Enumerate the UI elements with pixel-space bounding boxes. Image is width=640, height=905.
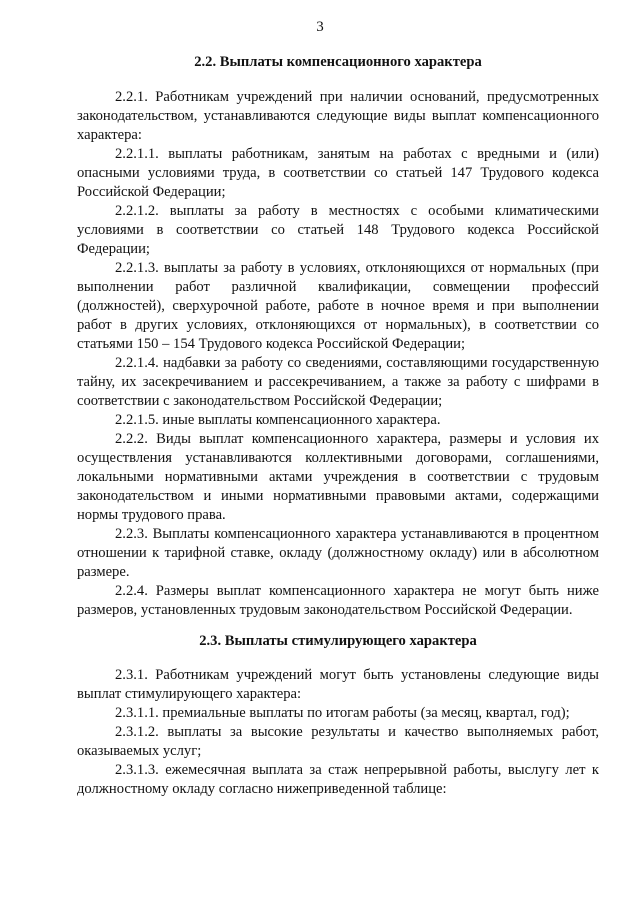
paragraph-2-3-1-2: 2.3.1.2. выплаты за высокие результаты и качество выполняемых работ, оказываемых услуг;: [77, 724, 599, 759]
paragraph-2-2-4: 2.2.4. Размеры выплат компенсационного характера не могут быть ниже размеров, установленных трудовым законодательством Российской Федерации.: [77, 583, 599, 618]
page-number: 3: [316, 19, 324, 35]
paragraph-2-2-1-2: 2.2.1.2. выплаты за работу в местностях с особыми климатическими условиями в соответствии со статьей 148 Трудового кодекса Российской Федерации;: [77, 203, 599, 257]
paragraph-2-3-1: 2.3.1. Работникам учреждений могут быть установлены следующие виды выплат стимулирующего характера:: [77, 667, 599, 702]
paragraph-2-2-1-4: 2.2.1.4. надбавки за работу со сведениями, составляющими государственную тайну, их засекречиванием и рассекречиванием, а также за работу с шифрами в соответствии с законодательством Российской Федерации;: [77, 355, 599, 409]
paragraph-2-3-1-1: 2.3.1.1. премиальные выплаты по итогам работы (за месяц, квартал, год);: [115, 705, 570, 721]
section-heading-incentive: 2.3. Выплаты стимулирующего характера: [199, 633, 477, 649]
paragraph-2-2-1: 2.2.1. Работникам учреждений при наличии оснований, предусмотренных законодательством, устанавливаются следующие виды выплат компенсационного характера:: [77, 89, 599, 143]
section-heading-compensation: 2.2. Выплаты компенсационного характера: [194, 54, 482, 70]
page-body: [77, 53, 599, 799]
paragraph-2-2-1-1: 2.2.1.1. выплаты работникам, занятым на работах с вредными и (или) опасными условиями труда, в соответствии со статьей 147 Трудового кодекса Российской Федерации;: [77, 146, 599, 200]
paragraph-2-2-3: 2.2.3. Выплаты компенсационного характера устанавливаются в процентном отношении к тарифной ставке, окладу (должностному окладу) или в абсолютном размере.: [77, 526, 599, 580]
paragraph-2-2-2: 2.2.2. Виды выплат компенсационного характера, размеры и условия их осуществления устанавливаются коллективными договорами, соглашениями, локальными нормативными актами учреждения в соответствии с трудовым законодательством и иными нормативными правовыми актами, содержащими нормы трудового права.: [77, 431, 599, 523]
paragraph-2-2-1-5: 2.2.1.5. иные выплаты компенсационного характера.: [115, 412, 441, 428]
paragraph-2-3-1-3: 2.3.1.3. ежемесячная выплата за стаж непрерывной работы, выслугу лет к должностному окладу согласно нижеприведенной таблице:: [77, 762, 599, 797]
paragraph-2-2-1-3: 2.2.1.3. выплаты за работу в условиях, отклоняющихся от нормальных (при выполнении работ различной квалификации, совмещении профессий (должностей), сверхурочной работе, работе в ночное время и при выполнении работ в других условиях, отклоняющихся от нормальных), в соответствии со статьями 150 – 154 Трудового кодекса Российской Федерации;: [77, 260, 599, 352]
